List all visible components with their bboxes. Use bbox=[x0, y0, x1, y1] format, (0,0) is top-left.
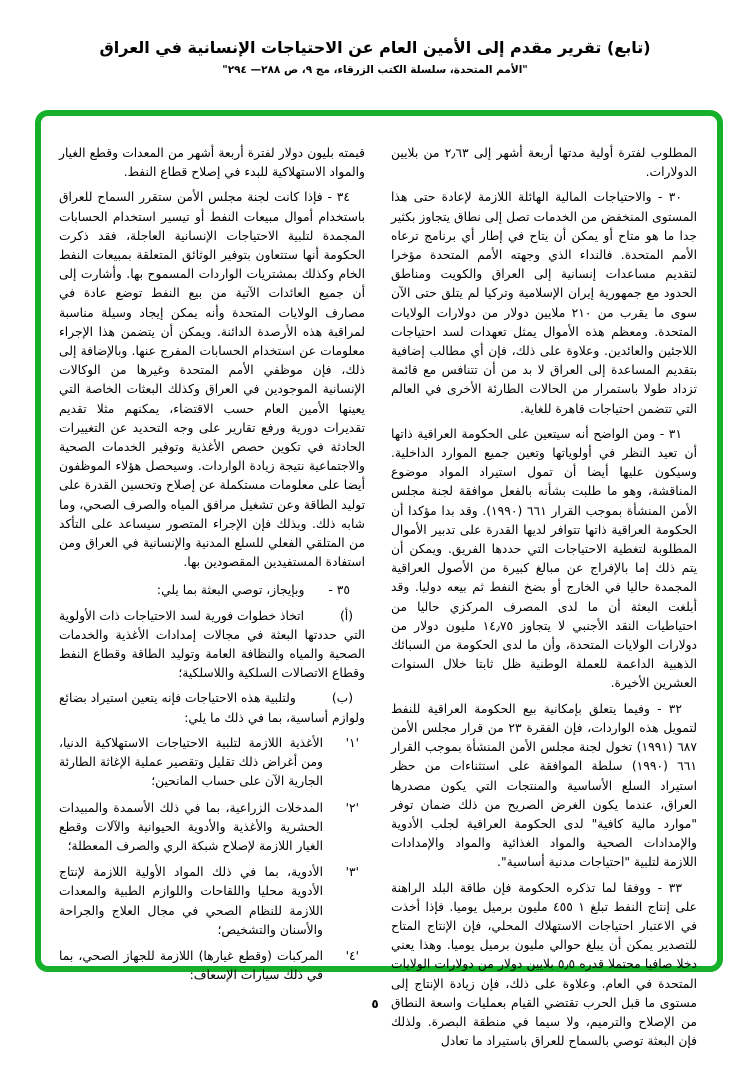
list-item-text: ولتلبية هذه الاحتياجات فإنه يتعين استيراد بضائع ولوازم أساسية، بما في ذلك ما يلي: bbox=[58, 691, 365, 725]
paragraph-30: ٣٠ - والاحتياجات المالية الهائلة اللازمة لإعادة حتى هذا المستوى المنخفض من الخدمات تصل إلى نطاق يتجاوز بكثير جدا ما هو متاح أو يمكن أن يتاح في إطار أي برنامج ترعاه الأمم المتحدة. فالنداء الذي وجهته الأمم المتحدة مؤخرا لتقديم مساعدات إنسانية إلى العراق والكويت ومناطق الحدود مع جمهورية إيران الإسلامية وتركيا لم يتلق حتى الآن سوى ما يقرب من ٢١٠ ملايين دولار من دولارات الولايات المتحدة. ومعظم هذه الأموال يمثل تعهدات لسد احتياجات اللاجئين والعائدين. وعلاوة على ذلك، فإن أي مطالب إضافية بتقديم المساعدة إلى العراق لا بد من أن تتنافس مع قائمة تزداد طولا باستمرار من الحالات الطارئة الأخرى في العالم التي تتضمن احتياجات قاهرة للغاية. bbox=[391, 190, 697, 416]
list-item-text: المركبات (وقطع غيارها) اللازمة للجهاز الصحي، بما في ذلك سيارات الإسعاف: bbox=[59, 948, 323, 983]
list-item-text: اتخاذ خطوات فورية لسد الاحتياجات ذات الأولوية التي حددتها البعثة في مجالات إمدادات الأغذية والخدمات الصحية والمياه والنظافة العامة وتوليد الطاقة وقطاع النفط وقطاع الاتصالات السلكية واللاسلكية؛ bbox=[59, 608, 365, 681]
sub-item-4 bbox=[59, 947, 365, 985]
paragraph-continuation: قيمته بليون دولار لفترة أربعة أشهر من المعدات وقطع الغيار والمواد الاستهلاكية للبدء في إصلاح قطاع النفط. bbox=[59, 146, 365, 180]
list-item-text: الأدوية، بما في ذلك المواد الأولية اللازمة لإنتاج الأدوية محليا واللقاحات واللوازم الطبية والمعدات اللازمة للنظام الصحي في مجال العلاج والجراحة والأسنان والتشخيص؛ bbox=[59, 865, 323, 937]
two-column-layout bbox=[59, 144, 697, 1057]
source-citation: "الأمم المتحدة، سلسلة الكتب الزرقاء، مج ٩، ص ٢٨٨— ٢٩٤" bbox=[222, 64, 528, 76]
paragraph-31: ٣١ - ومن الواضح أنه سيتعين على الحكومة العراقية ذاتها أن تعيد النظر في أولوياتها وتعين جميع الموارد الداخلية. وسيكون عليها أيضا أن تمول استيراد المواد موضوع المناقشة، وهو ما طلبت بشأنه بالفعل موافقة لجنة مجلس الأمن المنشأة بموجب القرار ٦٦١ (١٩٩٠). وقد بدا مؤكدا أن الحكومة العراقية ذاتها تتوافر لديها القدرة على تدبير الأموال المطلوبة لتغطية الاحتياجات التي حددها الفريق. ويمكن أن يتم ذلك إما بالإفراج عن مبالغ كبيرة من الأصول العراقية المجمدة حاليا في الخارج أو بضخ النفط ثم بيعه دوليا. وقد أبلغت البعثة أن ما لدى المصرف المركزي حاليا من احتياطيات النقد الأجنبي لا يتجاوز ١٤٫٧٥ مليون دولار من دولارات الولايات المتحدة، وأن ما لدى الحكومة من السبائك الذهبية الداعمة للعملة الوطنية ظل ثابتا خلال السنوات العشرين الأخيرة. bbox=[391, 426, 698, 691]
list-item-text: المدخلات الزراعية، بما في ذلك الأسمدة والمبيدات الحشرية والأغذية والأدوية الحيوانية والآلات وقطع الغيار اللازمة لإصلاح شبكة الري والصرف المعطلة؛ bbox=[59, 800, 323, 853]
list-item-marker: (ب) bbox=[331, 691, 353, 706]
list-item-b bbox=[59, 689, 365, 727]
list-item-text: الأغذية اللازمة لتلبية الاحتياجات الاستهلاكية الدنيا، ومن أغراض ذلك تقليل وتقصير عملية الإغاثة الطارئة الجارية الآن على حساب المانحين؛ bbox=[59, 735, 323, 789]
sub-item-3 bbox=[59, 863, 365, 940]
paragraph-34: ٣٤ - فإذا كانت لجنة مجلس الأمن ستقرر السماح للعراق باستخدام أموال مبيعات النفط أو تيسير استخدام الحسابات المجمدة لتلبية الاحتياجات الإنسانية العاجلة، فقد ذكرت الحكومة أنها ستتعاون بتوفير الوثائق المتعلقة بمبيعات النفط الخام وكذلك بمشتريات الواردات المسموح بها. وأشارت إلى أن جميع العائدات الآتية من بيع النفط توضع عادة في مصارف الولايات المتحدة وأنه يمكن إيجاد وسيلة مناسبة لمراقبة هذه الأرصدة الدائنة. ويمكن أن يتضمن هذا الإجراء معلومات عن استخدام الحسابات المفرج عنها. وبالإضافة إلى ذلك، فإن موظفي الأمم المتحدة وغيرها من الوكالات الإنسانية الموجودين في العراق وكذلك البعثات الخاصة التي يعينها الأمين العام حسب الاقتضاء، يمكنهم مثلا تقديم تقديرات دورية ورفع تقارير على وجه التحديد عن التغييرات الحادثة في تكوين حصص الأغذية وتوفير الخدمات الصحية والاجتماعية نتيجة زيادة الواردات. وسيحصل هؤلاء الموظفون أيضا على معلومات مستكملة عن إصلاح وتحسين القدرة على توليد الطاقة وعن تشغيل مرافق المياه والصرف الصحي، وما شابه ذلك. وبذلك فإن الإجراء المتصور سيساعد على التأكد من المتلقي الفعلي للسلع المدنية والإنسانية في العراق ومن استفادة المستفيدين المقصودين بها. bbox=[59, 190, 365, 570]
list-item-a bbox=[59, 607, 365, 684]
paragraph-35-text: وبإيجاز، توصي البعثة بما يلي: bbox=[156, 583, 305, 598]
list-item-marker: '٢' bbox=[345, 800, 359, 815]
list-item-marker: (أ) bbox=[339, 608, 353, 623]
paragraph-32: ٣٢ - وفيما يتعلق بإمكانية بيع الحكومة العراقية للنفط لتمويل هذه الواردات، فإن الفقرة ٢٣ من قرار مجلس الأمن ٦٨٧ (١٩٩١) تخول لجنة مجلس الأمن المنشأة بموجب القرار ٦٦١ (١٩٩٠) سلطة الموافقة على استثناءات من حظر استيراد السلع الأساسية والمنتجات التي يكون مصدرها العراق، عندما يكون الغرض الصريح من ذلك ضمان توفر "موارد مالية كافية" لدى الحكومة العراقية لجلب الأدوية والإمدادات الصحية والمواد الغذائية والمواد والإمدادات اللازمة لتلبية "احتياجات مدنية أساسية". bbox=[391, 701, 698, 870]
paragraph-continuation: المطلوب لفترة أولية مدتها أربعة أشهر إلى ٢٫٦٣ من بلايين الدولارات. bbox=[391, 146, 697, 180]
list-item-marker: '٣' bbox=[345, 865, 359, 880]
sub-item-1 bbox=[59, 734, 365, 792]
list-item-marker: ٣٥ - bbox=[328, 583, 350, 598]
content-border-box bbox=[35, 110, 723, 1049]
paragraph-33: ٣٣ - ووفقا لما تذكره الحكومة فإن طاقة البلد الراهنة على إنتاج النفط تبلغ ١ ٤٥٥ مليون برميل يوميا. فإذا أخذت في الاعتبار احتياجات الاستهلاك المحلي، فإن الإنتاج المتاح للتصدير يمكن أن يبلغ حوالي مليون برميل يوميا. وهذا يعني دخلا صافيا محتملا قدره ٥٫٥ بلايين دولار من دولارات الولايات المتحدة في العام. وعلاوة على ذلك، فإن زيادة الإنتاج إلى مستوى ما قبل الحرب تقتضي القيام بعمليات واسعة النطاق من الإصلاح والترميم، ولا سيما في منطقة البصرة. ولذلك فإن البعثة توصي بالسماح للعراق باستيراد ما تعادل bbox=[391, 880, 697, 1049]
column-right bbox=[391, 144, 697, 1057]
page-number: ٥ bbox=[371, 997, 379, 1011]
paragraph-35 bbox=[59, 581, 365, 600]
sub-item-2 bbox=[59, 799, 365, 857]
column-left bbox=[59, 144, 365, 992]
list-item-marker: '١' bbox=[345, 735, 359, 750]
list-item-marker: '٤' bbox=[345, 948, 359, 963]
page-title: (تابع) تقرير مقدم إلى الأمين العام عن الاحتياجات الإنسانية في العراق bbox=[99, 38, 651, 57]
